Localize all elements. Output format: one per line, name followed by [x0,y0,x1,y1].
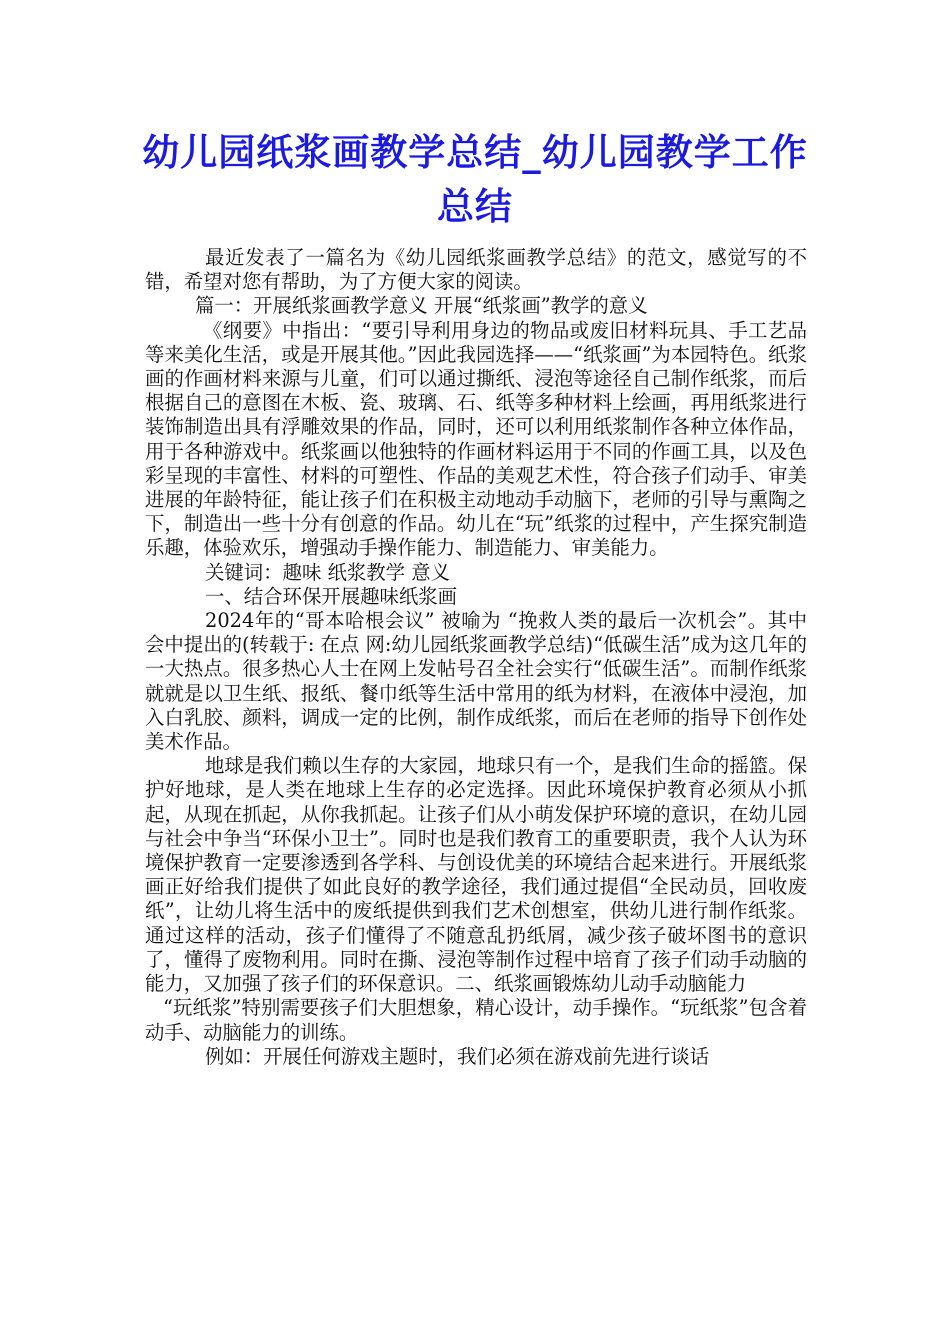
paragraph-intro: 最近发表了一篇名为《幼儿园纸浆画教学总结》的范文，感觉写的不错，希望对您有帮助，为了方便大家的阅读。 [145,246,807,294]
paragraph-section-1-heading: 一、结合环保开展趣味纸浆画 [205,584,458,608]
paragraph-play-pulp: “玩纸浆”特别需要孩子们大胆想象，精心设计，动手操作。“玩纸浆”包含着动手、动脑能力的训练。 [145,996,807,1044]
paragraph-keywords: 关键词：趣味 纸浆教学 意义 [205,560,451,584]
paragraph-chapter-heading: 篇一：开展纸浆画教学意义 开展“纸浆画”教学的意义 [195,294,648,318]
paragraph-example: 例如：开展任何游戏主题时，我们必须在游戏前先进行谈话 [205,1044,710,1068]
paragraph-outline: 《纲要》中指出：“要引导利用身边的物品或废旧材料玩具、手工艺品等来美化生活，或是开展其他。”因此我园选择——“纸浆画”为本园特色。纸浆画的作画材料来源与儿童，们可以通过撕纸、浸泡等途径自己制作纸浆，而后根据自己的意图在木板、瓷、玻璃、石、纸等多种材料上绘画，再用纸浆进行装饰制造出具有浮雕效果的作品，同时，还可以利用纸浆制作各种立体作品，用于各种游戏中。纸浆画以他独特的作画材料运用于不同的作画工具，以及色彩呈现的丰富性、材料的可塑性、作品的美观艺术性，符合孩子们动手、审美进展的年龄特征，能让孩子们在积极主动地动手动脑下，老师的引导与熏陶之下，制造出一些十分有创意的作品。幼儿在“玩”纸浆的过程中，产生探究制造乐趣，体验欢乐，增强动手操作能力、制造能力、审美能力。 [145,318,807,560]
paragraph-earth: 地球是我们赖以生存的大家园，地球只有一个，是我们生命的摇篮。保护好地球，是人类在地球上生存的必定选择。因此环境保护教育必须从小抓起，从现在抓起，从你我抓起。让孩子们从小萌发保护环境的意识，在幼儿园与社会中争当“环保小卫士”。同时也是我们教育工的重要职责，我个人认为环境保护教育一定要渗透到各学科、与创设优美的环境结合起来进行。开展纸浆画正好给我们提供了如此良好的教学途径，我们通过提倡“全民动员，回收废纸”，让幼儿将生活中的废纸提供到我们艺术创想室，供幼儿进行制作纸浆。通过这样的活动，孩子们懂得了不随意乱扔纸屑，减少孩子破坏图书的意识了，懂得了废物利用。同时在撕、浸泡等制作过程中培育了孩子们动手动脑的能力，又加强了孩子们的环保意识。二、纸浆画锻炼幼儿动手动脑能力 [145,754,807,996]
paragraph-copenhagen: 2024年的“哥本哈根会议” 被喻为 “挽救人类的最后一次机会”。其中会中提出的(转载于: 在点 网:幼儿园纸浆画教学总结)“低碳生活”成为这几年的一大热点。很多热心人士在网上发帖号召全社会实行“低碳生活”。而制作纸浆就就是以卫生纸、报纸、餐巾纸等生活中常用的纸为材料，在液体中浸泡，加入白乳胶、颜料，调成一定的比例，制作成纸浆，而后在老师的指导下创作处美术作品。 [145,609,807,754]
document-body [145,246,807,1069]
document-title: 幼儿园纸浆画教学总结_幼儿园教学工作总结 [142,131,808,228]
